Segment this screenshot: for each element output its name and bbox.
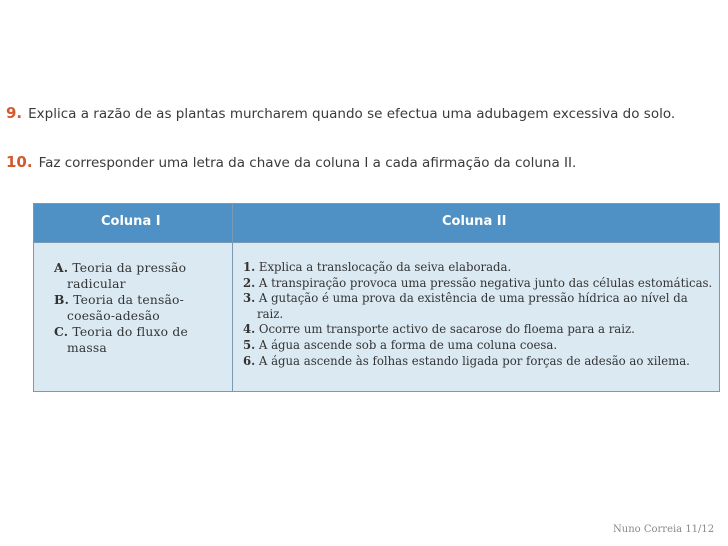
item-number: 5.	[243, 337, 256, 352]
item-number: 2.	[243, 275, 256, 290]
column-2-list	[243, 260, 713, 369]
item-text: Ocorre um transporte activo de sacarose do floema para a raiz.	[258, 322, 635, 337]
header-divider	[34, 242, 719, 243]
column-2-item	[243, 291, 713, 322]
question-9	[6, 104, 726, 122]
column-1-item	[54, 324, 224, 356]
column-2-item	[243, 276, 713, 292]
matching-table	[33, 203, 720, 392]
item-text: Teoria da pressão radicular	[67, 261, 187, 291]
question-10	[6, 153, 726, 171]
item-text: A gutação é uma prova da existência de uma pressão hídrica ao nível da raiz.	[257, 291, 688, 321]
table-header	[34, 204, 719, 242]
column-2-item	[243, 322, 713, 338]
item-number: 4.	[243, 322, 256, 337]
footer-credit: Nuno Correia 11/12	[613, 524, 715, 535]
question-10-number: 10.	[6, 153, 33, 171]
item-letter: B.	[54, 292, 70, 307]
column-2-item	[243, 354, 713, 370]
question-9-number: 9.	[6, 104, 23, 122]
column-divider	[232, 204, 233, 391]
item-number: 3.	[243, 291, 256, 306]
column-2-item	[243, 260, 713, 276]
column-2-header: Coluna II	[442, 214, 507, 229]
item-letter: C.	[54, 324, 69, 339]
item-text: Teoria da tensão-coesão-adesão	[67, 293, 185, 323]
column-1-header: Coluna I	[101, 214, 161, 229]
item-text: A transpiração provoca uma pressão negativa junto das células estomáticas.	[258, 275, 713, 290]
item-letter: A.	[54, 260, 69, 275]
question-10-text: Faz corresponder uma letra da chave da coluna I a cada afirmação da coluna II.	[38, 155, 577, 171]
item-number: 6.	[243, 353, 256, 368]
column-1-item	[54, 292, 224, 324]
column-1-list	[54, 260, 224, 356]
column-1-item	[54, 260, 224, 292]
item-text: A água ascende às folhas estando ligada por forças de adesão ao xilema.	[258, 353, 690, 368]
item-text: Teoria do fluxo de massa	[67, 325, 188, 355]
item-text: Explica a translocação da seiva elaborada.	[258, 260, 512, 274]
item-number: 1.	[243, 260, 256, 274]
question-9-text: Explica a razão de as plantas murcharem quando se efectua uma adubagem excessiva do solo.	[28, 106, 676, 122]
item-text: A água ascende sob a forma de uma coluna coesa.	[258, 337, 558, 352]
column-2-item	[243, 338, 713, 354]
